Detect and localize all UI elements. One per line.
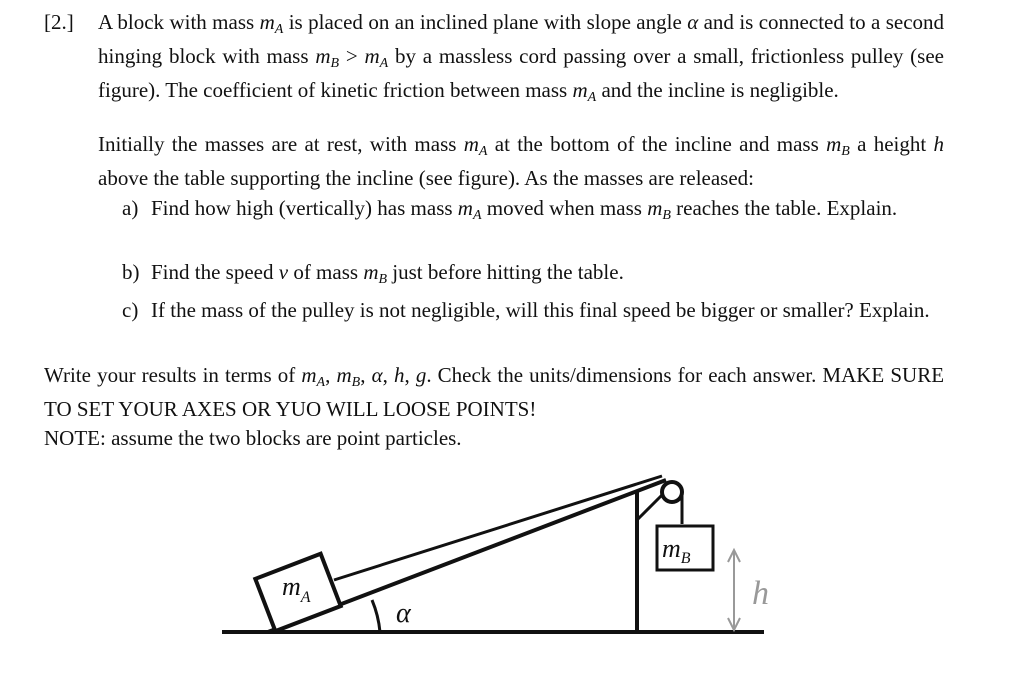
height-arrow (728, 550, 740, 630)
problem-number: [2.] (44, 10, 74, 34)
part-c-label: c) (122, 298, 139, 322)
pulley-bracket (637, 495, 662, 520)
instructions: Write your results in terms of $m_A$, $m_B$, α, h, g. Check the units/dimensions for each answer. MAKE SURE TO SET YOUR AXES OR YUO WILL LOOSE POINTS! (44, 363, 945, 421)
part-b-text: Find the speed v of mass $m_B$ just before hitting the table. (151, 260, 624, 287)
note: NOTE: assume the two blocks are point particles. (44, 426, 462, 450)
part-b-label: b) (122, 260, 140, 284)
angle-arc (372, 600, 380, 632)
block-b-label: $m_B$ (662, 534, 691, 567)
part-c-text: If the mass of the pulley is not negligible, will this final speed be bigger or smaller? Explain. (151, 298, 930, 322)
block-a-label: $m_A$ (282, 572, 311, 606)
intro-text: A block with mass $m_A$ is placed on an inclined plane with slope angle α and is connected to a second hinging block with mass $m_B > m_A$ by a massless cord passing over a small, frictionless pulley (see figure). The coefficient of kinetic friction between mass $m_A$ and the incline is negligible. (98, 10, 945, 105)
initial-conditions: Initially the masses are at rest, with mass $m_A$ at the bottom of the incline and mass $m_B$ a height h above the table supporting the incline (see figure). As the masses are released: (98, 132, 944, 190)
angle-label: α (396, 598, 411, 629)
part-a-label: a) (122, 196, 139, 220)
cord-incline (334, 476, 662, 580)
pulley (662, 482, 682, 502)
part-a-text: Find how high (vertically) has mass $m_A$ moved when mass $m_B$ reaches the table. Explain. (151, 196, 898, 223)
height-label: h (752, 575, 769, 612)
